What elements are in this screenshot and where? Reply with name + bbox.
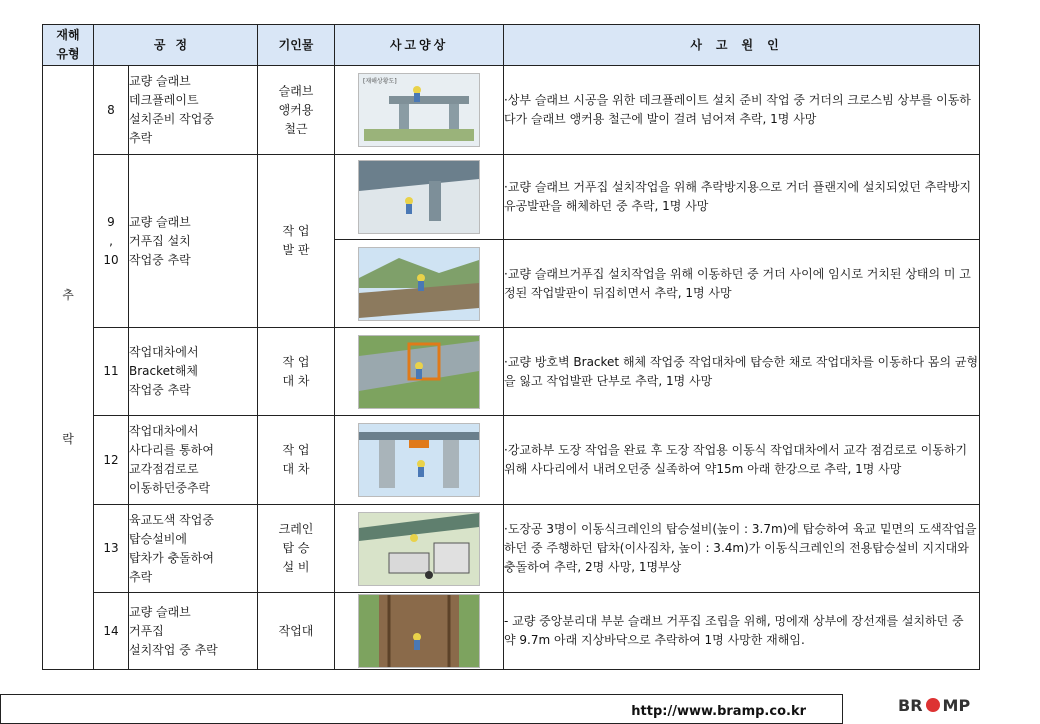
cause-description: ·교량 슬래브 거푸집 설치작업을 위해 추락방지용으로 거더 플랜지에 설치되었던 추락방지 유공발판을 해체하던 중 추락, 1명 사망 [504, 155, 980, 240]
type-char-2: 락 [62, 432, 74, 446]
cause-description: ·강교하부 도장 작업을 완료 후 도장 작업용 이동식 작업대차에서 교각 점검로로 이동하기 위해 사다리에서 내려오던중 실족하여 약15m 아래 한강으로 추락, 1명 사망 [504, 416, 980, 505]
cause-object-cell: 작 업 대 차 [258, 328, 335, 416]
footer-url[interactable]: http://www.bramp.co.kr [631, 704, 806, 719]
accident-illustration [358, 423, 480, 497]
table-row [43, 155, 980, 240]
accident-table [42, 24, 980, 670]
table-row [43, 593, 980, 670]
cause-description: ·교량 방호벽 Bracket 해체 작업중 작업대차에 탑승한 채로 작업대차를 이동하다 몸의 균형을 잃고 작업발판 단부로 추락, 1명 사망 [504, 328, 980, 416]
cause-object-cell: 크레인 탑 승 설 비 [258, 505, 335, 593]
logo-right-text: MP [942, 696, 971, 715]
process-cell: 육교도색 작업중 탑승설비에 탑차가 충돌하여 추락 [129, 505, 258, 593]
process-cell: 작업대차에서 사다리를 통하여 교각점검로로 이동하던중추락 [129, 416, 258, 505]
cause-object-cell: 작 업 발 판 [258, 155, 335, 328]
process-cell: 교량 슬래브 거푸집 설치 작업중 추락 [129, 155, 258, 328]
row-number: 12 [94, 416, 129, 505]
row-number: 13 [94, 505, 129, 593]
process-cell: 교량 슬래브 거푸집 설치작업 중 추락 [129, 593, 258, 670]
accident-type-cell [43, 66, 94, 670]
process-cell: 교량 슬래브 데크플레이트 설치준비 작업중 추락 [129, 66, 258, 155]
cause-description: ·도장공 3명이 이동식크레인의 탑승설비(높이 : 3.7m)에 탑승하여 육교 밑면의 도색작업을 하던 중 주행하던 탑차(이사짐차, 높이 : 3.4m)가 이동식크레인의 전용탑승설비 지지대와 충돌하여 추락, 2명 사망, 1명부상 [504, 505, 980, 593]
header-cause-object: 기인물 [258, 25, 335, 66]
accident-image-cell [335, 240, 504, 328]
cause-object-cell: 슬래브 앵커용 철근 [258, 66, 335, 155]
row-number: 14 [94, 593, 129, 670]
process-cell: 작업대차에서 Bracket해체 작업중 추락 [129, 328, 258, 416]
header-process: 공정 [94, 25, 258, 66]
accident-illustration [358, 594, 480, 668]
cause-description: ·교량 슬래브거푸집 설치작업을 위해 이동하던 중 거더 사이에 임시로 거치된 상태의 미 고정된 작업발판이 뒤집히면서 추락, 1명 사망 [504, 240, 980, 328]
accident-image-cell [335, 593, 504, 670]
accident-illustration [358, 335, 480, 409]
accident-image-cell [335, 66, 504, 155]
logo-circle-icon [926, 698, 940, 712]
type-char-1: 추 [62, 288, 74, 302]
row-number: 11 [94, 328, 129, 416]
header-cause: 사고원인 [504, 25, 980, 66]
accident-image-cell [335, 505, 504, 593]
table-header-row [43, 25, 980, 66]
accident-illustration [358, 512, 480, 586]
table-row [43, 416, 980, 505]
bramp-logo [898, 696, 970, 715]
cause-description: ·상부 슬래브 시공을 위한 데크플레이트 설치 준비 작업 중 거더의 크로스빔 상부를 이동하다가 슬래브 앵커용 철근에 발이 걸려 넘어져 추락, 1명 사망 [504, 66, 980, 155]
table-row [43, 328, 980, 416]
cause-object-cell: 작업대 [258, 593, 335, 670]
row-number: 8 [94, 66, 129, 155]
logo-left-text: BR [898, 696, 923, 715]
accident-illustration [358, 73, 480, 147]
accident-illustration [358, 247, 480, 321]
table-row [43, 66, 980, 155]
table-row [43, 505, 980, 593]
accident-image-cell [335, 155, 504, 240]
image-caption: [재해상황도] [363, 78, 397, 85]
accident-image-cell [335, 328, 504, 416]
accident-illustration [358, 160, 480, 234]
cause-description: - 교량 중앙분리대 부분 슬래브 거푸집 조립을 위해, 멍에재 상부에 장선재를 설치하던 중 약 9.7m 아래 지상바닥으로 추락하여 1명 사망한 재해임. [504, 593, 980, 670]
cause-object-cell: 작 업 대 차 [258, 416, 335, 505]
header-type: 재해 유형 [43, 25, 94, 66]
row-number: 9 , 10 [94, 155, 129, 328]
header-accident-image: 사고양상 [335, 25, 504, 66]
accident-image-cell [335, 416, 504, 505]
